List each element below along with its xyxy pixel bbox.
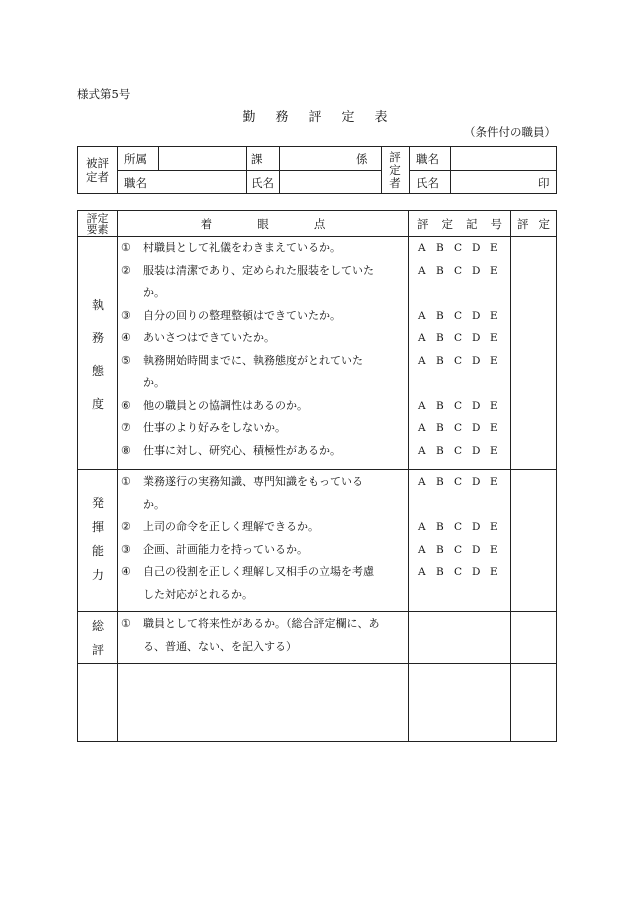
item-row-cont: か。 [143,498,165,511]
item-row: ④ 自己の役割を正しく理解し又相手の立場を考慮 [121,565,374,578]
item-row-cont: る、普通、ない、を記入する） [143,640,297,653]
item-row-cont: した対応がとれるか。 [143,588,253,601]
grade-options[interactable]: A B C D E [418,310,498,322]
title-char: 表 [374,110,388,125]
page-title [0,106,630,125]
evaluator-shokumei-label: 職名 [416,151,439,166]
title-char: 務 [275,110,289,125]
evaluation-table [77,210,557,742]
grade-options[interactable]: A B C D E [418,521,498,533]
item-row: ② 上司の命令を正しく理解できるか。 [121,520,319,533]
evaluatee-label: 被評 定者 [86,156,109,184]
grade-options[interactable]: A B C D E [418,445,498,457]
grade-options[interactable]: A B C D E [418,355,498,367]
kakari-label: 係 [356,151,368,166]
grade-options[interactable]: A B C D E [418,566,498,578]
subtitle: （条件付の職員） [464,125,556,139]
category-overall: 総 評 [91,619,104,657]
title-char: 定 [341,110,355,125]
item-row: ① 村職員として礼儀をわきまえているか。 [121,241,341,254]
item-row: ⑧ 仕事に対し、研究心、積極性があるか。 [121,444,341,457]
item-row: ⑥ 他の職員との協調性はあるのか。 [121,399,308,412]
category-ability: 発 揮 能 力 [91,496,104,582]
grade-options[interactable]: A B C D E [418,422,498,434]
item-row: ⑦ 仕事のより好みをしないか。 [121,421,286,434]
col-rating-header: 評 定 [517,216,550,231]
category-attitude: 執 務 態 度 [91,298,104,411]
grade-options[interactable]: A B C D E [418,544,498,556]
form-number: 様式第5号 [77,87,131,101]
grade-options[interactable]: A B C D E [418,242,498,254]
item-row: ③ 企画、計画能力を持っているか。 [121,543,308,556]
title-char: 勤 [242,110,256,125]
title-char: 評 [308,110,322,125]
item-row: ① 業務遂行の実務知識、専門知識をもっている [121,475,363,488]
shokumei-label: 職名 [124,175,147,190]
shimei-label: 氏名 [251,175,274,190]
grade-options[interactable]: A B C D E [418,332,498,344]
item-row: ⑤ 執務開始時間までに、執務態度がとれていた [121,354,363,367]
header-table [77,146,557,194]
ka-label: 課 [251,151,263,166]
col-mark-header: 評 定 記 号 [417,216,502,231]
seal-label: 印 [538,175,550,190]
grade-options[interactable]: A B C D E [418,400,498,412]
item-row-cont: か。 [143,286,165,299]
item-row: ③ 自分の回りの整理整頓はできていたか。 [121,309,341,322]
grade-options[interactable]: A B C D E [418,476,498,488]
item-row: ② 服装は清潔であり、定められた服装をしていた [121,264,374,277]
grade-options[interactable]: A B C D E [418,265,498,277]
col-element-header: 評定 要素 [86,211,109,236]
item-row: ④ あいさつはできていたか。 [121,331,275,344]
shozoku-label: 所属 [124,151,147,166]
item-row: ① 職員として将来性があるか。（総合評定欄に、あ [121,617,380,630]
col-viewpoint-header: 着 眼 点 [200,216,326,231]
evaluator-shimei-label: 氏名 [416,175,439,190]
evaluator-label: 評 定 者 [389,149,401,190]
item-row-cont: か。 [143,376,165,389]
